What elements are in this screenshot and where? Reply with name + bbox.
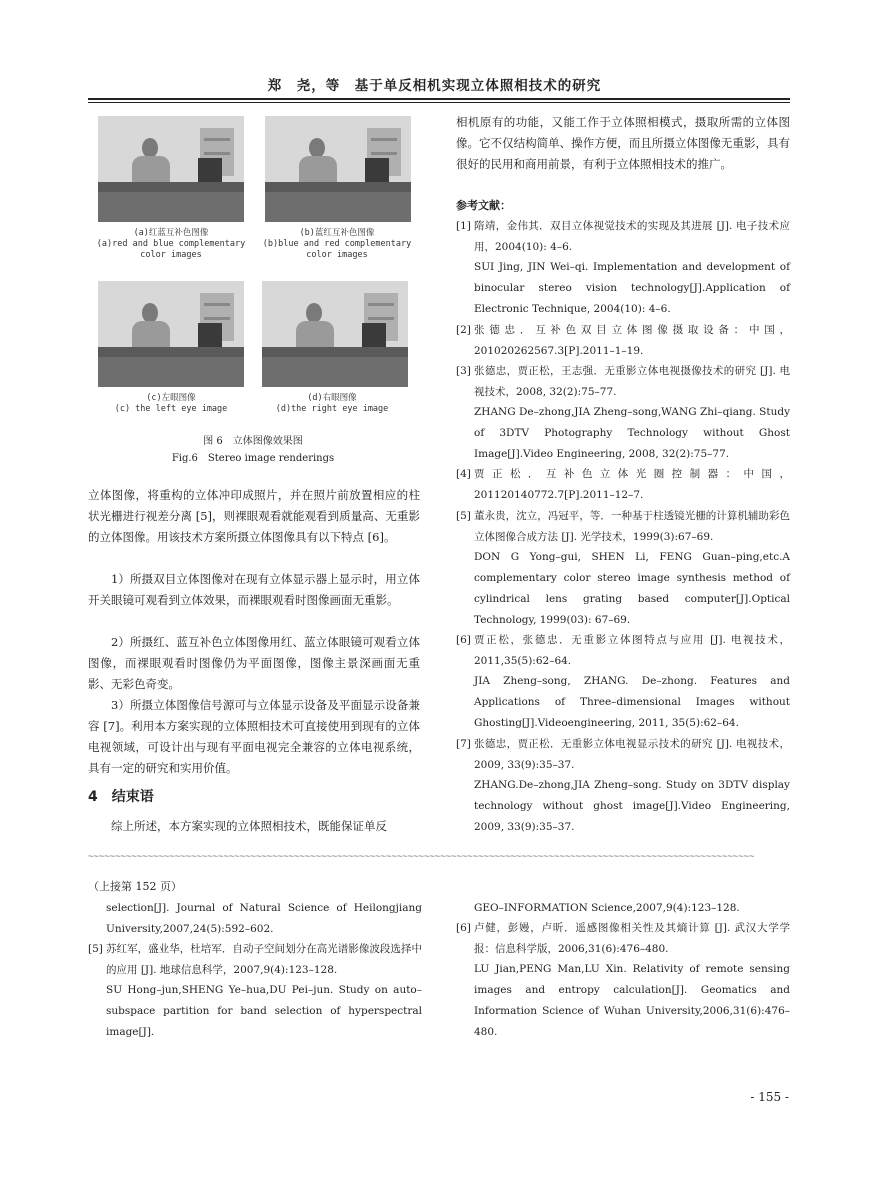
photo-d-right-eye (262, 281, 408, 387)
body-paragraph: 相机原有的功能，又能工作于立体照相模式，摄取所需的立体图像。它不仅结构简单、操作方便，而且所摄立体图像无重影，具有很好的民用和商用前景，有利于立体照相技术的推广。 (456, 115, 790, 171)
reference-item: [6] 卢健，彭嫚，卢昕．遥感图像相关性及其熵计算 [J]. 武汉大学学报：信息科学版，2006,31(6):476–480. LU Jian,PENG Man,LU Xin. Relativity of remote sensing images and entropy calculation[J]. Geomatics and Information Science of Wuhan University,2006,31(6):476–480. (456, 922, 790, 1038)
figure-caption-en: Fig.6 Stereo image renderings (171, 453, 335, 464)
body-paragraph: 1）所摄双目立体图像对在现有立体显示器上显示时，用立体开关眼镜可观看到立体效果，而裸眼观看时图像画面无重影。 (88, 572, 420, 607)
header-rule (88, 98, 790, 100)
photo-a-red-blue (98, 116, 244, 222)
section-heading: 4 结束语 (88, 789, 154, 805)
subcaption-d: (d)右眼图像 (d)the right eye image (275, 393, 389, 414)
reference-item: selection[J]. Journal of Natural Science of Heilongjiang University,2007,24(5):592–602. (106, 902, 422, 935)
running-head: 郑 尧，等 基于单反相机实现立体照相技术的研究 (267, 78, 602, 94)
reference-item: [2] 张德忠．互补色双目立体图像摄取设备：中国，201020262567.3[P].2011–1–19. (456, 324, 790, 357)
wavy-separator: ~~~~~~~~~~~~~~~~~~~~~~~~~~~~~~~~~~~~~~~~~~~~~~~~~~~~~~~~~~~~~~~~~~~~~~~~~~~~~~~~~~~~~~~~~~~~~~~~~~~~~~~~~~~~~~~~~~~~~~~~~~~ (88, 852, 755, 862)
reference-item: [5] 董永贵，沈立，冯冠平，等．一种基于柱透镜光栅的计算机辅助彩色立体图像合成方法 [J]. 光学技术，1999(3):67–69. DON G Yong–gui, SHEN Li, FENG Guan–ping,etc.A complementary color stereo image synthesis method of cylindrical lens grating based computer[J].Optical Technology, 1999(03): 67–69. (456, 510, 790, 626)
header-rule-thin (88, 102, 790, 103)
subcaption-c: (c)左眼图像 (c) the left eye image (114, 393, 228, 414)
body-paragraph: 2）所摄红、蓝互补色立体图像用红、蓝立体眼镜可观看立体图像，而裸眼观看时图像仍为平面图像，图像主景深画面无重影、无彩色奇变。 (88, 635, 420, 691)
subcaption-b: (b)蓝红互补色图像 (b)blue and red complementary color images (262, 228, 412, 260)
page-number: - 155 - (750, 1090, 789, 1104)
body-paragraph: 3）所摄立体图像信号源可与立体显示设备及平面显示设备兼容 [7]。利用本方案实现的立体照相技术可直接使用到现有的立体电视领域，可设计出与现有平面电视完全兼容的立体电视系统，具有一定的研究和实用价值。 (88, 698, 420, 775)
reference-item: [7] 张德忠，贾正松．无重影立体电视显示技术的研究 [J]. 电视技术，2009, 33(9):35–37. ZHANG.De–zhong,JIA Zheng–song. Study on 3DTV display technology without ghost image[J].Video Engineering, 2009, 33(9):35–37. (456, 738, 790, 833)
photo-c-left-eye (98, 281, 244, 387)
references-title: 参考文献： (456, 199, 511, 212)
reference-item: [5] 苏红军，盛业华，杜培军．自动子空间划分在高光谱影像波段选择中的应用 [J]. 地球信息科学，2007,9(4):123–128. SU Hong–jun,SHENG Ye–hua,DU Pei–jun. Study on auto–subspace partition for band selection of hyperspectral image[J]. (88, 943, 422, 1038)
subcaption-a: (a)红蓝互补色图像 (a)red and blue complementary color images (96, 228, 246, 260)
reference-item: [1] 隋靖，金伟其．双目立体视觉技术的实现及其进展 [J]. 电子技术应用，2004(10): 4–6. SUI Jing, JIN Wei–qi. Implementation and development of binocular stereo vision technology[J].Application of Electronic Technique, 2004(10): 4–6. (456, 220, 790, 315)
reference-item: [4] 贾正松．互补色立体光圈控制器：中国，201120140772.7[P].2011–12–7. (456, 468, 790, 501)
reference-item: GEO–INFORMATION Science,2007,9(4):123–128. (474, 902, 740, 914)
continued-note: （上接第 152 页） (88, 880, 182, 893)
body-paragraph: 综上所述，本方案实现的立体照相技术，既能保证单反 (111, 819, 387, 833)
photo-b-blue-red (265, 116, 411, 222)
reference-item: [6] 贾正松，张德忠．无重影立体图特点与应用 [J]. 电视技术，2011,35(5):62–64. JIA Zheng–song, ZHANG. De–zhong. Features and Applications of Three–dimensional Images without Ghosting[J].Videoengineering, 2011, 35(5):62–64. (456, 634, 790, 729)
figure-caption-cn: 图 6 立体图像效果图 (203, 436, 303, 447)
reference-item: [3] 张德忠，贾正松，王志强．无重影立体电视摄像技术的研究 [J]. 电视技术，2008, 32(2):75–77. ZHANG De–zhong,JIA Zheng–song,WANG Zhi–qiang. Study of 3DTV Photography Technology without Ghost Image[J].Video Engineering, 2008, 32(2):75–77. (456, 365, 790, 460)
body-paragraph: 立体图像，将重构的立体冲印成照片，并在照片前放置相应的柱状光栅进行视差分离 [5]，则裸眼观看就能观看到质量高、无重影的立体图像。用该技术方案所摄立体图像具有以下特点 [6]。 (88, 488, 420, 544)
